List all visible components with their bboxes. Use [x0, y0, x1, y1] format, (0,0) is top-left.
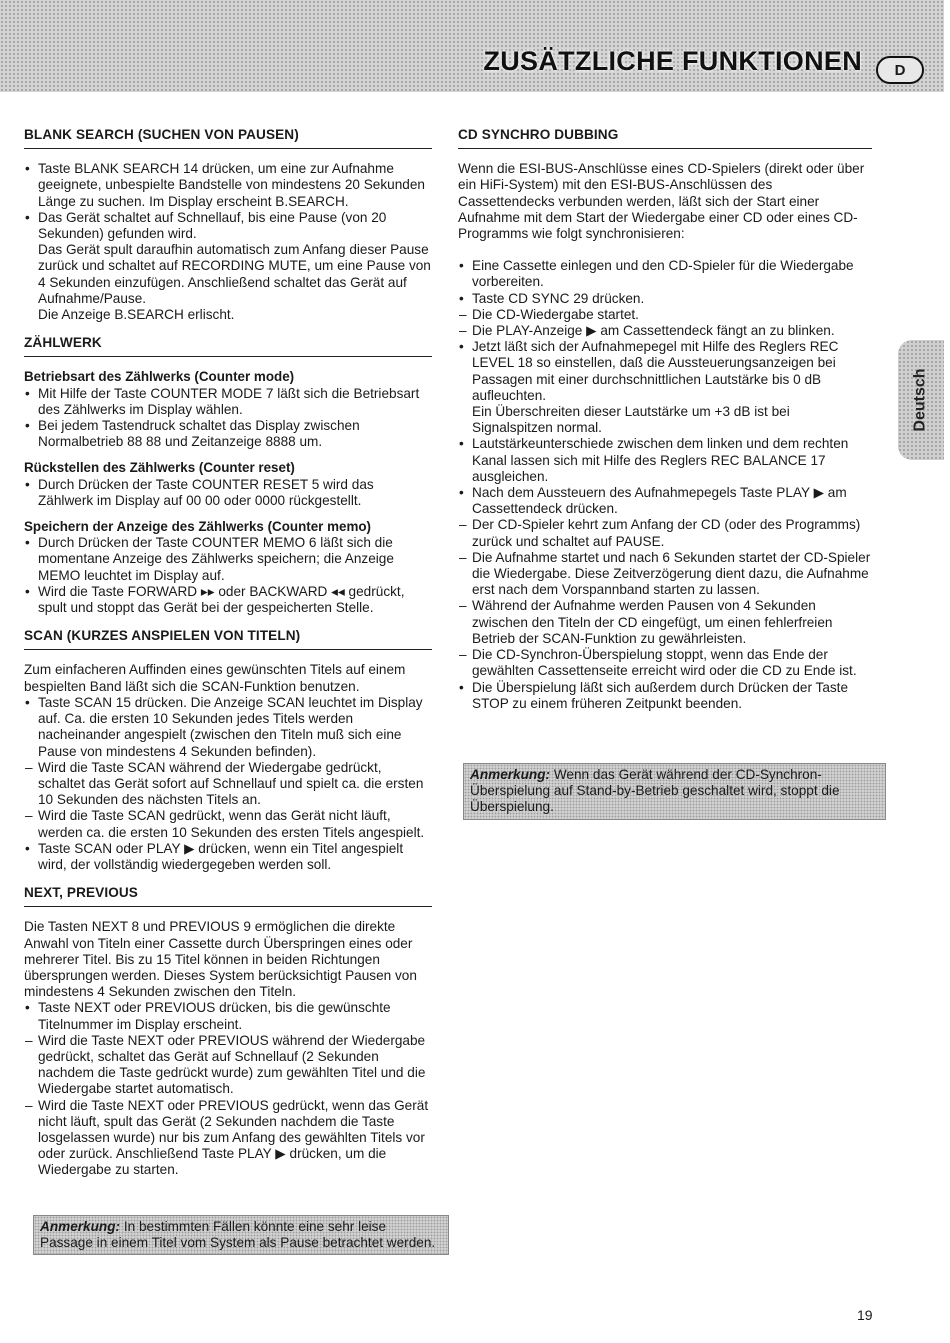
list-marker: •: [459, 485, 464, 501]
list-item: [24, 307, 432, 323]
list-item: [24, 1033, 432, 1098]
list-item: [458, 647, 872, 679]
language-side-tab-label: Deutsch: [912, 368, 929, 432]
page-number: 19: [857, 1307, 873, 1323]
list-marker: •: [25, 418, 30, 434]
section-blank-search: [24, 127, 432, 323]
section-counter: [24, 335, 432, 616]
list-marker: •: [25, 385, 30, 401]
note-box-left: [33, 1215, 449, 1255]
list-item: [24, 808, 432, 840]
item-list: [24, 695, 432, 873]
list-item-text: Taste BLANK SEARCH 14 drücken, um eine zur Aufnahme geeignete, unbespielte Bandstelle von mindestens 20 Sekunden Länge zu suchen. Im Display erscheint B.SEARCH.: [38, 161, 425, 209]
list-item: [458, 307, 872, 323]
item-list: [24, 535, 432, 616]
list-item-text: Die PLAY-Anzeige ▶ am Cassettendeck fängt an zu blinken.: [472, 323, 835, 339]
list-item-text: Durch Drücken der Taste COUNTER RESET 5 wird das Zählwerk im Display auf 00 00 oder 0000 rückgestellt.: [38, 476, 374, 508]
list-item-text: Das Gerät schaltet auf Schnellauf, bis eine Pause (von 20 Sekunden) gefunden wird.: [38, 209, 387, 242]
list-marker: •: [459, 436, 464, 452]
list-item: [458, 404, 872, 436]
item-list: [458, 258, 872, 712]
title-banner: [0, 0, 944, 92]
note-text: In bestimmten Fällen könnte eine sehr leise Passage in einem Titel vom System als Pause betrachtet werden.: [40, 1219, 436, 1251]
list-item: [24, 477, 432, 509]
list-item-text: Wird die Taste NEXT oder PREVIOUS gedrückt, wenn das Gerät nicht läuft, spult das Gerät (2 Sekunden nachdem die Taste losgelassen wurde) nur bis zum Anfang des gewählten Titels vor oder zurück. Anschließend Taste PLAY ▶ drücken, um die Wiedergabe zu starten.: [38, 1097, 429, 1178]
list-marker: •: [459, 679, 464, 695]
section-intro: Die Tasten NEXT 8 und PREVIOUS 9 ermöglichen die direkte Anwahl von Titeln einer Cassette durch Überspringen eines oder mehrerer Titel. Bis zu 15 Titel können in beiden Richtungen übersprungen werden. Dieses System berücksichtigt Pausen von mindestens 4 Sekunden zwischen den Titeln.: [24, 919, 417, 1000]
list-item: [24, 760, 432, 809]
list-item-text: Taste SCAN 15 drücken. Die Anzeige SCAN leuchtet im Display auf. Ca. die ersten 10 Sekunden jedes Titels werden nacheinander angespielt (zwischen den Titeln muß sich eine Pause von mindestens 4 Sekunden befinden).: [38, 694, 423, 759]
list-marker: –: [459, 517, 467, 533]
note-text: Wenn das Gerät während der CD-Synchron-Überspielung auf Stand-by-Betrieb geschaltet wird, stoppt die Überspielung.: [470, 767, 840, 815]
list-item: [24, 1098, 432, 1179]
note-box-right: [463, 763, 886, 820]
list-item-text: Durch Drücken der Taste COUNTER MEMO 6 läßt sich die momentane Anzeige des Zählwerks speichern; die Anzeige MEMO leuchtet im Display auf.: [38, 535, 394, 583]
list-marker: •: [25, 476, 30, 492]
item-list: [24, 477, 432, 509]
right-column: [458, 127, 872, 724]
list-item-text: Die Aufnahme startet und nach 6 Sekunden startet der CD-Spieler die Wiedergabe. Diese Zeitverzögerung dient dazu, die Aufnahme erst nach dem Vorspannband starten zu lassen.: [472, 549, 871, 598]
list-marker: –: [25, 808, 33, 824]
list-marker: –: [25, 1032, 33, 1048]
list-item: [24, 210, 432, 242]
list-item-text: Wird die Taste NEXT oder PREVIOUS während der Wiedergabe gedrückt, schaltet das Gerät auf Schnellauf (2 Sekunden nachdem die Taste gedrückt wurde) zum gewählten Titel und die Wiedergabe startet automatisch.: [38, 1032, 426, 1097]
list-item-text: Taste NEXT oder PREVIOUS drücken, bis die gewünschte Titelnummer im Display erscheint.: [38, 1000, 391, 1032]
subsection-heading: Rückstellen des Zählwerks (Counter reset): [24, 460, 295, 476]
list-item-text: Die CD-Wiedergabe startet.: [472, 306, 639, 322]
section-intro: Zum einfacheren Auffinden eines gewünschten Titels auf einem bespielten Band läßt sich die SCAN-Funktion benutzen.: [24, 662, 406, 694]
section-heading: NEXT, PREVIOUS: [24, 885, 432, 907]
list-item: [458, 517, 872, 549]
list-marker: •: [25, 535, 30, 551]
subsection-heading: Betriebsart des Zählwerks (Counter mode): [24, 369, 295, 385]
item-list: [24, 161, 432, 323]
list-marker: •: [459, 290, 464, 306]
list-item: [458, 291, 872, 307]
section-heading: SCAN (KURZES ANSPIELEN VON TITELN): [24, 628, 432, 650]
list-marker: –: [459, 647, 467, 663]
list-item-text: Wird die Taste SCAN gedrückt, wenn das Gerät nicht läuft, werden ca. die ersten 10 Sekunden des ersten Titels angespielt.: [38, 808, 425, 840]
left-column: [24, 127, 432, 1191]
list-item-text: Während der Aufnahme werden Pausen von 4 Sekunden zwischen den Titeln der CD eingefügt, um einen fehlerfreien Betrieb der SCAN-Funktion zu gewährleisten.: [472, 598, 833, 646]
list-marker: •: [25, 1000, 30, 1016]
list-marker: •: [459, 258, 464, 274]
section-heading: BLANK SEARCH (SUCHEN VON PAUSEN): [24, 127, 432, 149]
list-marker: •: [25, 161, 30, 177]
page-title: ZUSÄTZLICHE FUNKTIONEN: [483, 46, 862, 76]
list-marker: –: [25, 759, 33, 775]
section-scan: [24, 628, 432, 873]
list-item-text: Taste CD SYNC 29 drücken.: [472, 290, 645, 306]
list-marker: •: [459, 339, 464, 355]
list-marker: –: [25, 1097, 33, 1113]
list-item-text: Taste SCAN oder PLAY ▶ drücken, wenn ein Titel angespielt wird, der vollständig wiedergegeben werden soll.: [38, 840, 404, 872]
section-cd-synchro: [458, 127, 872, 712]
list-item-text: Das Gerät spult daraufhin automatisch zum Anfang dieser Pause zurück und schaltet auf RECORDING MUTE, um eine Pause von 4 Sekunden einzufügen. Anschließend schaltet das Gerät auf Aufnahme/Pause.: [38, 242, 431, 306]
list-item-text: Lautstärkeunterschiede zwischen dem linken und dem rechten Kanal lassen sich mit Hilfe des Reglers REC BALANCE 17 ausgleichen.: [472, 436, 849, 484]
list-item: [458, 323, 872, 339]
list-item-text: Die CD-Synchron-Überspielung stoppt, wenn das Ende der gewählten Cassettenseite erreicht wird oder die CD zu Ende ist.: [472, 647, 857, 679]
language-side-tab: [898, 340, 944, 460]
list-item: [24, 695, 432, 760]
list-item-text: Bei jedem Tastendruck schaltet das Display zwischen Normalbetrieb 88 88 und Zeitanzeige 8888 um.: [38, 418, 360, 450]
list-item: [458, 485, 872, 517]
list-marker: •: [25, 840, 30, 856]
list-item: [24, 584, 432, 616]
list-marker: –: [459, 306, 467, 322]
list-item: [458, 436, 872, 485]
list-marker: •: [25, 583, 30, 599]
list-item: [458, 680, 872, 712]
section-next-previous: [24, 885, 432, 1178]
list-item: [458, 258, 872, 290]
list-item: [24, 1000, 432, 1032]
list-item-text: Eine Cassette einlegen und den CD-Spieler für die Wiedergabe vorbereiten.: [472, 258, 854, 290]
list-marker: •: [25, 209, 30, 225]
list-item-text: Wird die Taste SCAN während der Wiedergabe gedrückt, schaltet das Gerät sofort auf Schnellauf und spielt ca. die ersten 10 Sekunden des nächsten Titels an.: [38, 759, 424, 808]
list-item: [458, 598, 872, 647]
list-item-text: Nach dem Aussteuern des Aufnahmepegels Taste PLAY ▶ am Cassettendeck drücken.: [472, 485, 847, 517]
list-item: [24, 242, 432, 307]
note-label: Anmerkung:: [40, 1219, 121, 1234]
list-marker: –: [459, 549, 467, 565]
list-item-text: Mit Hilfe der Taste COUNTER MODE 7 läßt sich die Betriebsart des Zählwerks im Display wählen.: [38, 385, 420, 417]
list-item-text: Ein Überschreiten dieser Lautstärke um +3 dB ist bei Signalspitzen normal.: [472, 404, 790, 436]
list-item: [24, 386, 432, 418]
section-heading: ZÄHLWERK: [24, 335, 432, 357]
list-item-text: Der CD-Spieler kehrt zum Anfang der CD (oder des Programms) zurück und schaltet auf PAUSE.: [472, 517, 861, 549]
subsection-heading: Speichern der Anzeige des Zählwerks (Counter memo): [24, 519, 371, 535]
item-list: [24, 1000, 432, 1178]
list-item: [24, 161, 432, 210]
list-item-text: Die Überspielung läßt sich außerdem durch Drücken der Taste STOP zu einem früheren Zeitpunkt beenden.: [472, 679, 849, 711]
list-item-text: Wird die Taste FORWARD ▸▸ oder BACKWARD ◂◂ gedrückt, spult und stoppt das Gerät bei der gespeicherten Stelle.: [38, 583, 405, 616]
list-item: [458, 550, 872, 599]
language-badge: D: [876, 56, 924, 84]
item-list: [24, 386, 432, 451]
list-item-text: Die Anzeige B.SEARCH erlischt.: [38, 307, 235, 323]
list-marker: –: [459, 598, 467, 614]
list-item: [24, 535, 432, 584]
list-marker: –: [459, 323, 467, 339]
section-heading: CD SYNCHRO DUBBING: [458, 127, 872, 149]
list-item-text: Jetzt läßt sich der Aufnahmepegel mit Hilfe des Reglers REC LEVEL 18 so einstellen, daß die Aussteuerungsanzeigen bei Passagen mit einer durchschnittlichen Lautstärke bis 0 dB aufleuchten.: [472, 339, 839, 403]
note-label: Anmerkung:: [470, 767, 551, 782]
list-marker: •: [25, 694, 30, 710]
section-intro: Wenn die ESI-BUS-Anschlüsse eines CD-Spielers (direkt oder über ein HiFi-System) mit den ESI-BUS-Anschlüssen des Cassettendecks verbunden werden, läßt sich der Start einer Aufnahme mit dem Start der Wiedergabe einer CD oder eines CD-Programms wie folgt synchronisieren:: [458, 161, 865, 242]
list-item: [24, 841, 432, 873]
list-item: [24, 418, 432, 450]
list-item: [458, 339, 872, 404]
